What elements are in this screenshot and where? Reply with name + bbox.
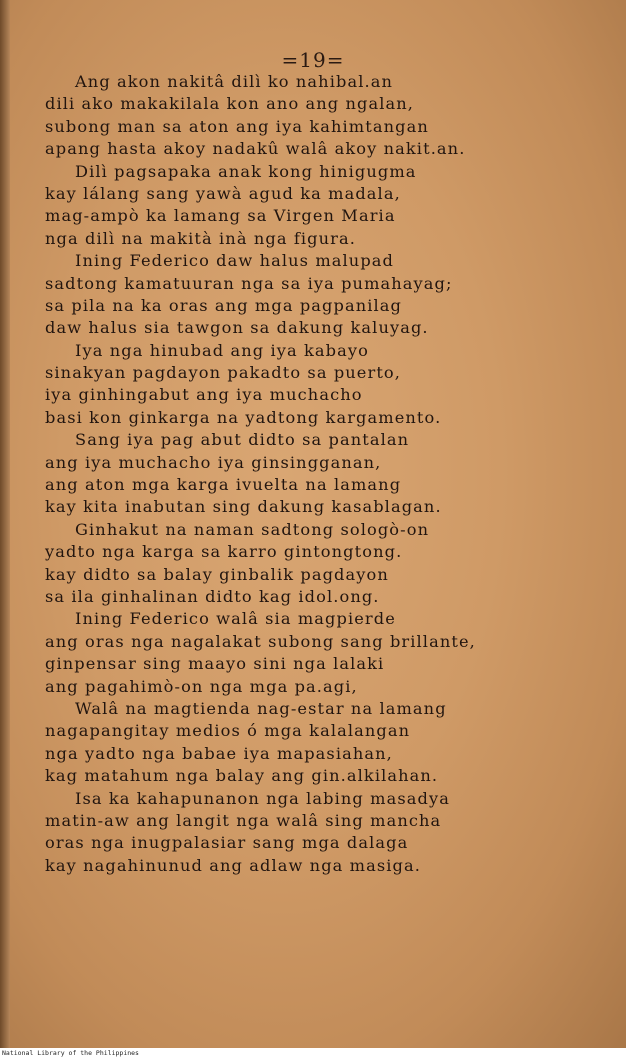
poem-line: oras nga inugpalasiar sang mga dalaga (45, 833, 409, 853)
poem-line: kay lálang sang yawà agud ka madala, (45, 183, 401, 203)
poem-line: Sang iya pag abut didto sa pantalan (75, 430, 410, 450)
page-spine-shadow (0, 0, 10, 1048)
poem-line: iya ginhingabut ang iya muchacho (45, 385, 363, 405)
poem-line: matin-aw ang langit nga walâ sing mancha (45, 810, 442, 830)
poem-line: sa ila ginhalinan didto kag idol.ong. (45, 586, 380, 606)
poem-line: dili ako makakilala kon ano ang ngalan, (45, 94, 415, 114)
poem-line: kag matahum nga balay ang gin.alkilahan. (45, 766, 439, 786)
poem-line: Ang akon nakitâ dilì ko nahibal.an (75, 72, 393, 91)
poem-line: nga yadto nga babae iya mapasiahan, (45, 743, 393, 763)
stanza (45, 519, 545, 609)
poem-line: Isa ka kahapunanon nga labing masadya (75, 788, 450, 808)
poem-line: sadtong kamatuuran nga sa iya pumahayag; (45, 273, 453, 293)
poem-body (45, 71, 545, 877)
stanza (45, 250, 545, 340)
poem-line: nagapangitay medios ó mga kalalangan (45, 721, 411, 741)
stanza (45, 788, 545, 878)
poem-line: Walâ na magtienda nag-estar na lamang (75, 698, 447, 718)
poem-line: ang oras nga nagalakat subong sang brillante, (45, 631, 476, 651)
footer-bar (0, 1048, 626, 1058)
poem-line: yadto nga karga sa karro gintongtong. (45, 542, 403, 562)
poem-line: Ining Federico walâ sia magpierde (75, 609, 396, 629)
stanza (45, 429, 545, 519)
poem-line: basi kon ginkarga na yadtong kargamento. (45, 407, 442, 427)
stanza (45, 608, 545, 698)
stanza (45, 161, 545, 251)
poem-line: ang aton mga karga ivuelta na lamang (45, 475, 402, 495)
poem-line: Ining Federico daw halus malupad (75, 251, 394, 271)
poem-line: Dilì pagsapaka anak kong hinigugma (75, 161, 417, 181)
poem-line: ginpensar sing maayo sini nga lalaki (45, 654, 385, 674)
poem-line: kay kita inabutan sing dakung kasablagan. (45, 497, 442, 517)
stanza (45, 71, 545, 161)
poem-line: kay didto sa balay ginbalik pagdayon (45, 564, 389, 584)
poem-line: apang hasta akoy nadakû walâ akoy nakit.an. (45, 139, 466, 159)
footer-credit: National Library of the Philippines (2, 1049, 139, 1057)
poem-line: ang pagahimò-on nga mga pa.agi, (45, 676, 358, 696)
poem-line: sa pila na ka oras ang mga pagpanilag (45, 295, 403, 315)
poem-line: Iya nga hinubad ang iya kabayo (75, 340, 369, 360)
poem-line: mag-ampò ka lamang sa Virgen Maria (45, 206, 396, 226)
poem-line: subong man sa aton ang iya kahimtangan (45, 116, 429, 136)
poem-line: kay nagahinunud ang adlaw nga masiga. (45, 855, 422, 875)
stanza (45, 698, 545, 788)
poem-line: Ginhakut na naman sadtong sologò-on (75, 519, 430, 539)
stanza (45, 340, 545, 430)
poem-line: daw halus sia tawgon sa dakung kaluyag. (45, 318, 429, 338)
poem-line: nga dilì na makità inà nga figura. (45, 228, 357, 248)
poem-line: sinakyan pagdayon pakadto sa puerto, (45, 363, 402, 383)
poem-line: ang iya muchacho iya ginsingganan, (45, 452, 382, 472)
page-number: =19= (281, 48, 345, 72)
